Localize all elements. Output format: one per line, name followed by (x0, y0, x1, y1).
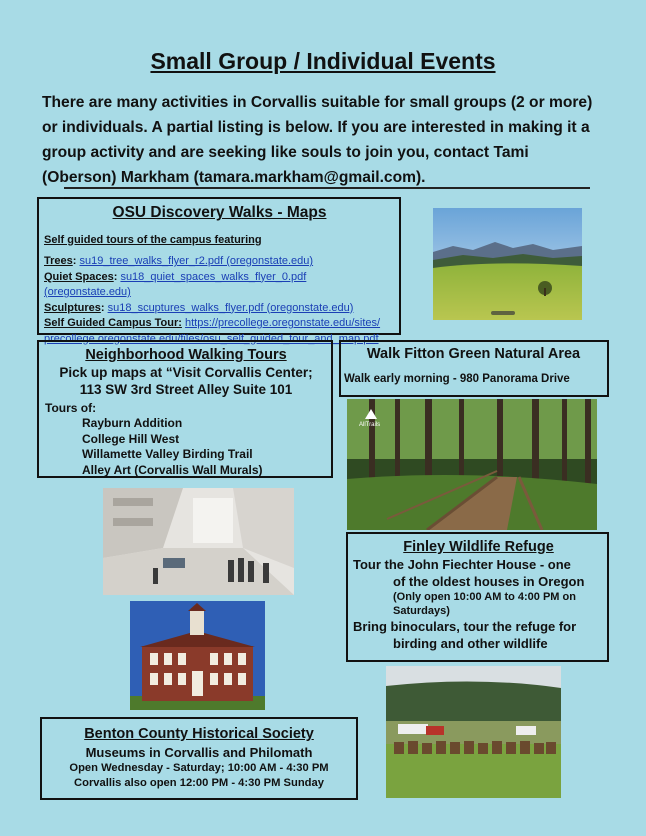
alltrails-watermark: AllTrails (359, 422, 381, 428)
benton-hours-2: Corvallis also open 12:00 PM - 4:30 PM Sunday (74, 777, 324, 789)
neighborhood-heading: Neighborhood Walking Tours (85, 347, 287, 363)
mountain-meadow-photo (433, 208, 582, 320)
quiet-label: Quiet Spaces (44, 270, 114, 283)
tour-item: Willamette Valley Birding Trail (82, 447, 253, 461)
benton-sub: Museums in Corvallis and Philomath (85, 745, 313, 760)
osu-subheading: Self guided tours of the campus featuring (44, 233, 262, 246)
trees-link[interactable]: su19_tree_walks_flyer_r2.pdf (oregonstate.edu) (79, 255, 314, 267)
finley-line-1: Tour the John Fiechter House - one (353, 557, 571, 572)
quiet-link[interactable]: su18_quiet_spaces_walks_flyer_0.pdf (oregonstate.edu) (44, 270, 307, 298)
campus-label: Self Guided Campus Tour: (44, 317, 182, 329)
tour-item: College Hill West (82, 431, 180, 446)
historic-courthouse-photo (130, 601, 265, 710)
osu-campus-row (44, 316, 395, 332)
campus-link-cont[interactable]: precollege.oregonstate.edu/files/osu_self_guided_tour_and_map.pdf (44, 332, 379, 345)
divider (64, 187, 590, 189)
osu-sculpt-row: Sculptures: su18_scuptures_walks_flyer.pdf (oregonstate.edu) (44, 301, 354, 314)
trees-label: Trees (44, 255, 73, 267)
tours-list (45, 416, 327, 478)
benton-historical-box (40, 717, 358, 800)
sculptures-label: Sculptures (44, 301, 101, 314)
osu-quiet-row: Quiet Spaces: su18_quiet_spaces_walks_flyer_0.pdf (oregonstate.edu) (44, 270, 307, 298)
benton-hours-1: Open Wednesday - Saturday; 10:00 AM - 4:30 PM (69, 762, 329, 774)
fitton-heading: Walk Fitton Green Natural Area (366, 346, 581, 362)
neighborhood-tours-box (37, 340, 333, 478)
osu-trees-row: Trees: su19_tree_walks_flyer_r2.pdf (oregonstate.edu) (44, 255, 314, 267)
pickup-line-2: 113 SW 3rd Street Alley Suite 101 (79, 382, 293, 397)
finley-line-2: of the oldest houses in Oregon (393, 574, 585, 589)
sculptures-link[interactable]: su18_scuptures_walks_flyer.pdf (oregonstate.edu) (107, 301, 354, 314)
osu-heading: OSU Discovery Walks - Maps (112, 204, 327, 221)
finley-line-3: (Only open 10:00 AM to 4:00 PM on (393, 591, 576, 603)
finley-heading: Finley Wildlife Refuge (403, 539, 554, 555)
tours-label: Tours of: (45, 401, 97, 415)
finley-line-4: Saturdays) (393, 605, 450, 617)
tour-item: Alley Art (Corvallis Wall Murals) (82, 462, 263, 477)
intro-paragraph: There are many activities in Corvallis suitable for small groups (2 or more) or individuals. A partial listing is below. If you are interested in making it a group activity and are seeking like souls to join you, contact Tami (Oberson) Markham (tamara.markham@gmail.com). (42, 94, 593, 186)
fitton-green-box (339, 340, 609, 397)
benton-heading: Benton County Historical Society (84, 726, 314, 742)
page-title: Small Group / Individual Events (150, 48, 496, 74)
museum-interior-photo (103, 488, 294, 595)
finley-line-6: birding and other wildlife (393, 636, 548, 651)
campus-link[interactable]: https://precollege.oregonstate.edu/sites/ (184, 317, 381, 329)
fitton-detail: Walk early morning - 980 Panorama Drive (344, 373, 570, 385)
elk-meadow-photo (386, 666, 561, 798)
forest-boardwalk-photo (347, 399, 597, 530)
pickup-line-1: Pick up maps at “Visit Corvallis Center; (59, 365, 313, 380)
finley-line-5: Bring binoculars, tour the refuge for (353, 619, 577, 634)
tour-item: Rayburn Addition (82, 416, 183, 430)
osu-discovery-walks-box (37, 197, 401, 345)
finley-refuge-box (346, 532, 609, 662)
